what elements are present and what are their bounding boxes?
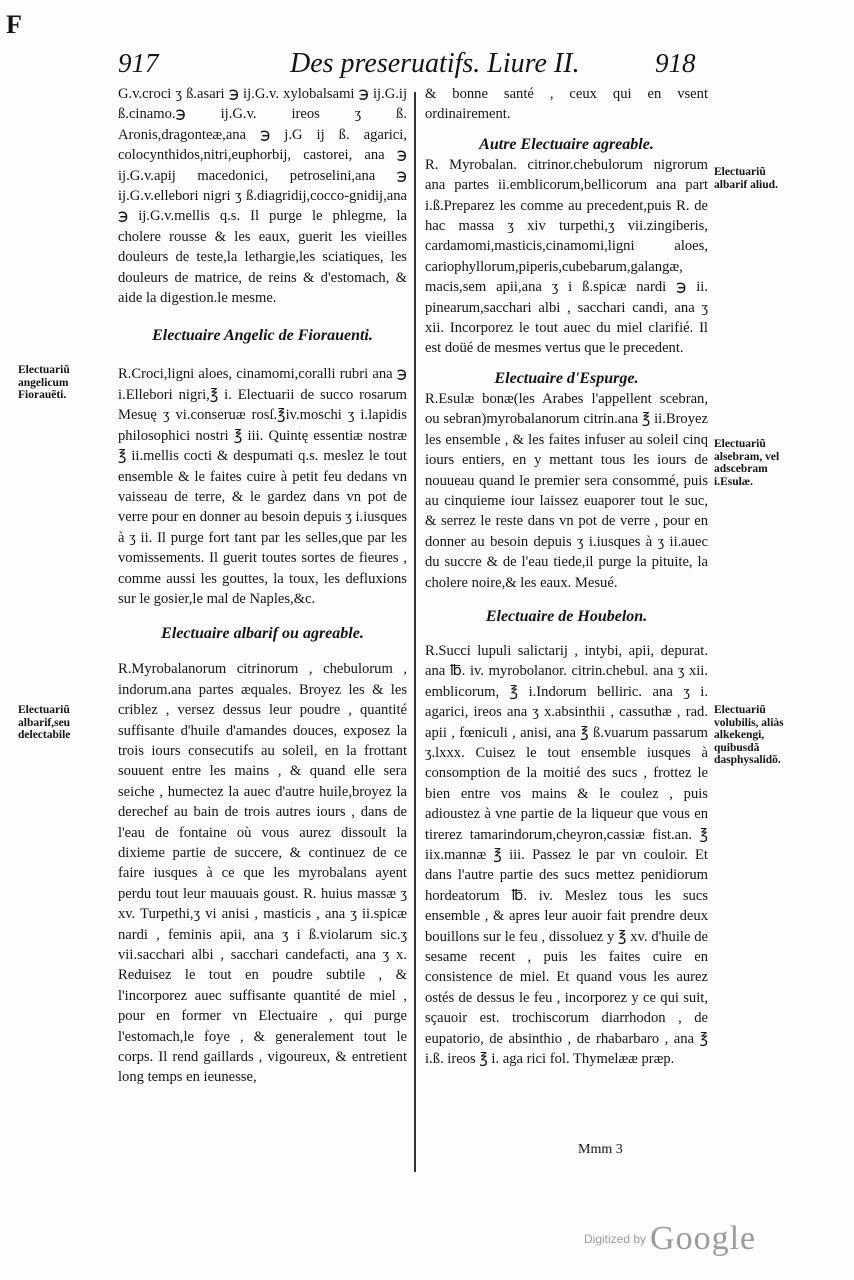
paragraph: G.v.croci ʒ ß.asari ℈ ij.G.v. xylobalsami ℈ ij.G.ij ß.cinamo.℈ ij.G.v. ireos ʒ ß. Aronis,dragonteæ,ana ℈ j.G ij ß. agarici, colocynthidos,nitri,euphorbij, castorei, ana ℈ ij.G.v.apij macedonici, petroselini,ana ℈ ij.G.v.ellebori nigri ʒ ß.diagridij,cocco-gnidij,ana ℈ ij.G.v.mellis q.s. Il purge le phlegme, la cholere rousse & les eaux, guerit les vieilles douleurs de teste,la lethargie,les sciatiques, les douleurs de matrice, de reins & d'estomach, & aide la digestion.le mesme. [118, 86, 407, 307]
column-divider [414, 92, 416, 1172]
right-column [425, 84, 708, 1069]
left-column [118, 84, 407, 1088]
running-title: Des preseruatifs. Liure II. [290, 48, 580, 79]
paragraph: R.Croci,ligni aloes, cinamomi,coralli rubri ana ℈ i.Ellebori nigri,℥ i. Electuarii de succo rosarum Mesuę ʒ vi.conseruæ rosſ.℥iv.moschi ʒ i.lapidis philosophici nostri ℥ iii. Quintę essentiæ nostræ ℥ ii.mellis cocti & despumati q.s. meslez le tout ensemble & le faites cuire à petit feu dedans vn vaisseau de terre, & le gardez dans vn pot de verre pour en donner au besoin depuis ʒ i.iusques à ʒ ii. Il purge fort tant par les selles,que par les vomissements. Il guerit toutes sortes de fieures , comme aussi les gouttes, la toux, les defluxions sur le gosier,le mal de Naples,&c. [118, 366, 407, 607]
catchword: Mmm 3 [578, 1142, 623, 1157]
margin-note: Electuariũ albarif aliud. [714, 166, 778, 191]
google-logo: Google [650, 1220, 757, 1257]
paragraph: R. Myrobalan. citrinor.chebulorum nigrorum ana partes ii.emblicorum,bellicorum ana part i.ß.Preparez les comme au precedent,puis R. de hac massa ʒ xiv turpethi,ʒ vii.zingiberis, cardamomi,masticis,cinamomi,ligni aloes, cariophyllorum,piperis,cubebarum,galangæ, macis,sem apii,ana ʒ i ß.spicæ nardi ℈ ii. pinearum,sacchari albi , sacchari candi, ana ʒ xii. Incorporez le tout auec du miel clarifié. Il est doüé de mesmes vertus que le precedent. [425, 156, 708, 357]
section-heading: Electuaire d'Espurge. [494, 369, 639, 387]
section-heading: Autre Electuaire agreable. [479, 135, 654, 153]
section-heading: Electuaire de Houbelon. [485, 607, 648, 625]
paragraph: R.Myrobalanorum citrinorum , chebulorum , indorum.ana partes æquales. Broyez les & les criblez , versez dessus leur poudre , quantité suffisante d'huile d'amandes douces, exposez la trois iours consecutifs au soleil, en la frottant souuent entre les mains , & quand elle sera seiche , humectez la auec d'autre huile,broyez la derechef au bain de trois autres iours , dans de l'eau de fontaine où vous aurez dissoult la dixieme partie de succere, & continuez de ce faire iusques à ce que les myrobalans ayent perdu tout leur mauuais goust. R. huius massæ ʒ xv. Turpethi,ʒ vi anisi , masticis , ana ʒ ii.spicæ nardi , feminis apii, ana ʒ i ß.violarum sic.ʒ vii.sacchari albi , sacchari candefacti, ana ʒ x. Reduisez le tout en poudre subtile , & l'incorporez auec suffisante quantité de miel , pour en former vn Electuaire , qui purge l'estomach,le foye , & generalement tout le corps. Il rend gaillards , vigoureux, & entretient long temps en ieunesse, [118, 661, 407, 1086]
margin-note: Electuariũ angelicum Fiorauẽti. [18, 364, 70, 401]
paragraph: R.Succi lupuli salictarij , intybi, apii, depurat. ana ℔. iv. myrobolanor. citrin.chebul. ana ʒ xii. emblicorum, ℥ i.Indorum belliric. ana ʒ i. agarici, ireos ana ʒ x.absinthii , cassuthæ , rad. apii , fœniculi , anisi, ana ℥ ß.vuarum passarum ʒ.lxxx. Cuisez le tout ensemble iusques à consomption de la moitié des sucs , frottez le bien entre vos mains & le coulez , puis adioustez à vne partie de la liqueur que vous en tirerez tamarindorum,cheyron,cassiæ fist.an. ℥ iix.mannæ ℥ iii. Passez le par vn couloir. Et dans l'autre partie des sucs mettez penidiorum hordeatorum ℔. iv. Meslez tous les sucs ensemble , & apres leur auoir fait prendre deux bouillons sur le feu , dissoluez y ℥ xv. d'huile de sesame recent , puis les faites cuire en consistence de miel. Et quand vous les aurez ostés de dessus le feu , incorporez y ce qui suit, sçauoir est. trochiscorum diarrhodon , de eupatorio, de absinthio , de rhabarbaro , ana ℥ i.ß. ireos ℥ i. aga rici fol. Thymelææ præp. [425, 642, 708, 1068]
margin-note: Electuariũ alsebram, vel adscebram i.Esulæ. [714, 438, 780, 488]
section-heading: Electuaire Angelic de Fiorauenti. [152, 327, 373, 345]
margin-note: Electuariũ albarif,seu delectabile [18, 704, 71, 741]
page-number-right: 918 [655, 48, 696, 78]
page-number-left: 917 [118, 48, 159, 78]
margin-note: Electuariũ volubilis, aliàs alkekengi, quibusdã dasphysalidõ. [714, 704, 784, 766]
section-heading: Electuaire albarif ou agreable. [161, 625, 364, 643]
digitized-watermark [584, 1220, 756, 1258]
corner-mark: F [6, 10, 22, 39]
paragraph: R.Esulæ bonæ(les Arabes l'appellent scebran, ou sebran)myrobalanorum citrin.ana ℥ ii.Broyez les ensemble , & les faites infuser au soleil cinq iours entiers, en y mettant tous les iours de nouueau quand le premier sera consommé, puis au cinquieme iour laissez euaporer tout le suc, & serrez le reste dans vn pot de verre , pour en donner au besoin depuis ʒ i.iusques à ʒ ii.auec du succre & de l'eau tiede,il purge la pituite, la cholere noire,& les eaux. Mesué. [425, 390, 708, 591]
watermark-prefix: Digitized by [584, 1232, 647, 1246]
paragraph: & bonne santé , ceux qui en vsent ordinairement. [425, 86, 708, 123]
